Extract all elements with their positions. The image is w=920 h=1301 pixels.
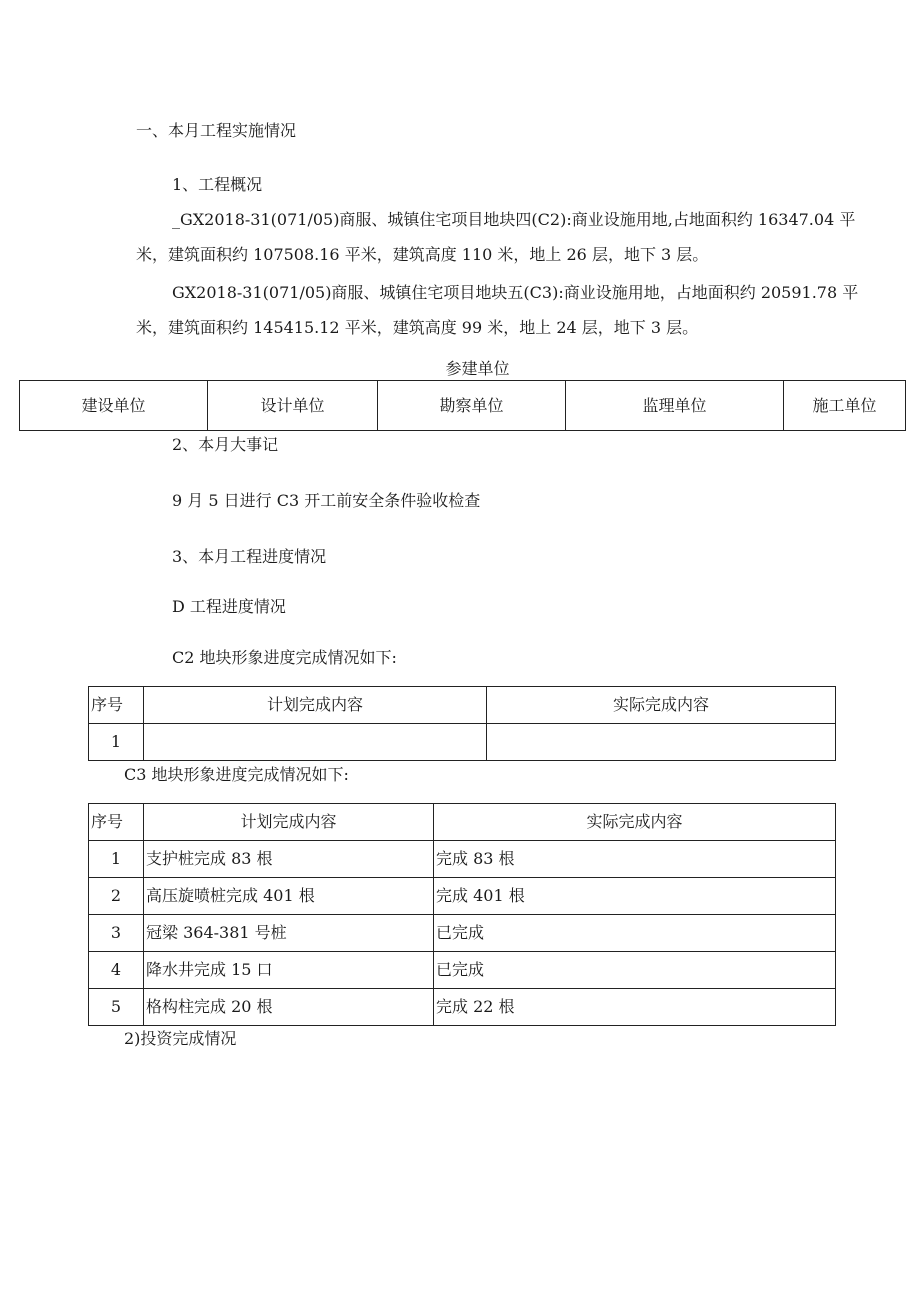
c3-row-actual: 已完成 xyxy=(434,952,836,989)
c3-header-planned: 计划完成内容 xyxy=(144,804,434,841)
progress-heading: 3、本月工程进度情况 xyxy=(172,547,327,566)
c3-header-index: 序号 xyxy=(89,804,144,841)
c3-paragraph-line1: GX2018-31(071/05)商服、城镇住宅项目地块五(C3):商业设施用地，占地面积约 20591.78 平 xyxy=(172,283,859,302)
participant-designer: 设计单位 xyxy=(208,381,378,431)
participant-contractor: 施工单位 xyxy=(784,381,906,431)
c2-row-actual xyxy=(487,724,836,761)
events-heading: 2、本月大事记 xyxy=(172,435,279,454)
progress-sub-heading: D 工程进度情况 xyxy=(172,597,286,616)
participant-supervisor: 监理单位 xyxy=(566,381,784,431)
c2-paragraph-line1: _GX2018-31(071/05)商服、城镇住宅项目地块四(C2):商业设施用地,占地面积约 16347.04 平 xyxy=(172,210,856,229)
c3-row-actual: 完成 22 根 xyxy=(434,989,836,1026)
c2-progress-table xyxy=(88,686,836,761)
c3-row-planned: 冠梁 364-381 号桩 xyxy=(144,915,434,952)
c2-header-index: 序号 xyxy=(89,687,144,724)
table-row xyxy=(89,724,836,761)
table-row xyxy=(89,915,836,952)
c3-header-actual: 实际完成内容 xyxy=(434,804,836,841)
table-row xyxy=(89,989,836,1026)
c2-header-planned: 计划完成内容 xyxy=(144,687,487,724)
c3-paragraph-line2: 米，建筑面积约 145415.12 平米，建筑高度 99 米，地上 24 层，地下 3 层。 xyxy=(136,318,699,337)
table-row xyxy=(89,878,836,915)
c3-row-planned: 高压旋喷桩完成 401 根 xyxy=(144,878,434,915)
c2-paragraph-line2: 米，建筑面积约 107508.16 平米，建筑高度 110 米，地上 26 层，地下 3 层。 xyxy=(136,245,709,264)
table-row xyxy=(89,841,836,878)
c3-row-actual: 已完成 xyxy=(434,915,836,952)
investment-heading: 2)投资完成情况 xyxy=(124,1029,237,1048)
participant-owner: 建设单位 xyxy=(20,381,208,431)
c3-row-planned: 支护桩完成 83 根 xyxy=(144,841,434,878)
c3-row-planned: 格构柱完成 20 根 xyxy=(144,989,434,1026)
c2-row-planned xyxy=(144,724,487,761)
c3-row-actual: 完成 83 根 xyxy=(434,841,836,878)
participants-caption: 参建单位 xyxy=(445,359,510,378)
overview-heading: 1、工程概况 xyxy=(172,175,263,194)
c2-header-actual: 实际完成内容 xyxy=(487,687,836,724)
c3-row-index: 4 xyxy=(89,952,144,989)
participant-surveyor: 勘察单位 xyxy=(378,381,566,431)
c2-row-index: 1 xyxy=(89,724,144,761)
c3-progress-table xyxy=(88,803,836,1026)
c2-table-caption: C2 地块形象进度完成情况如下: xyxy=(172,648,397,667)
c3-row-index: 5 xyxy=(89,989,144,1026)
c3-row-index: 3 xyxy=(89,915,144,952)
participants-table xyxy=(19,380,906,431)
c3-table-caption: C3 地块形象进度完成情况如下: xyxy=(124,765,349,784)
c3-row-actual: 完成 401 根 xyxy=(434,878,836,915)
c3-row-index: 1 xyxy=(89,841,144,878)
events-text: 9 月 5 日进行 C3 开工前安全条件验收检查 xyxy=(172,491,481,510)
c3-row-index: 2 xyxy=(89,878,144,915)
table-row xyxy=(89,952,836,989)
c3-row-planned: 降水井完成 15 口 xyxy=(144,952,434,989)
section-heading: 一、本月工程实施情况 xyxy=(136,121,297,140)
